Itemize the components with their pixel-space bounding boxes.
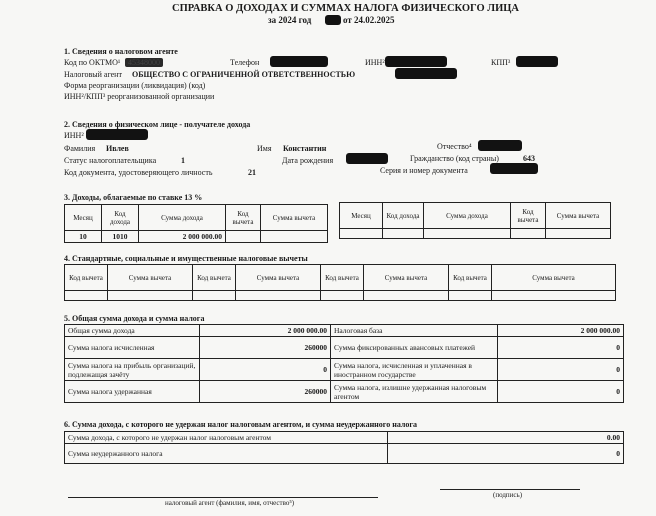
col-month: Месяц	[340, 203, 383, 229]
total-income-label: Общая сумма дохода	[65, 325, 200, 337]
total-income-value: 2 000 000.00	[200, 325, 331, 337]
tax-base-value: 2 000 000.00	[498, 325, 624, 337]
signature-line	[440, 489, 580, 490]
untaxed-income-value: 0.00	[388, 432, 624, 444]
col-deduction-sum: Сумма вычета	[492, 265, 616, 291]
reorg-form-label: Форма реорганизации (ликвидация) (код)	[64, 81, 206, 90]
deduction-code-cell	[226, 231, 261, 243]
section2-heading: 2. Сведения о физическом лице - получателе дохода	[64, 120, 251, 129]
patronymic-label: Отчество⁴	[437, 142, 472, 151]
oktmo-label: Код по ОКТМО¹	[64, 58, 121, 67]
surname-value: Ивлев	[106, 144, 129, 153]
person-inn-label: ИНН²	[64, 131, 84, 140]
col-deduction-code: Код вычета	[511, 203, 546, 229]
col-deduction-code: Код вычета	[65, 265, 108, 291]
empty-cell	[449, 291, 492, 301]
citizenship-value: 643	[523, 154, 535, 163]
col-income-sum: Сумма дохода	[139, 205, 226, 231]
oktmo-value: 45348000	[125, 58, 163, 67]
redaction-mark	[385, 56, 447, 67]
foreign-tax-label: Сумма налога, исчисленная и уплаченная в иностранном государстве	[331, 359, 498, 381]
redaction-mark	[516, 56, 558, 67]
tax-withheld-label: Сумма налога удержанная	[65, 381, 200, 403]
fixed-advance-label: Сумма фиксированных авансовых платежей	[331, 337, 498, 359]
status-value: 1	[181, 156, 185, 165]
redaction-mark	[478, 140, 522, 151]
redaction-mark	[86, 129, 148, 140]
section6-heading: 6. Сумма дохода, с которого не удержан налог налоговым агентом, и сумма неудержанного налога	[64, 420, 418, 429]
agent-phone-label: Телефон	[230, 58, 260, 67]
col-deduction-code: Код вычета	[321, 265, 364, 291]
agent-caption: налоговый агент (фамилия, имя, отчество⁵)	[165, 499, 295, 507]
agent-name: ОБЩЕСТВО С ОГРАНИЧЕННОЙ ОТВЕТСТВЕННОСТЬЮ	[132, 70, 356, 79]
redaction-mark	[346, 153, 388, 164]
excess-tax-value: 0	[498, 381, 624, 403]
section5-heading: 5. Общая сумма дохода и сумма налога	[64, 314, 205, 323]
empty-cell	[321, 291, 364, 301]
col-month: Месяц	[65, 205, 102, 231]
col-deduction-sum: Сумма вычета	[546, 203, 611, 229]
fixed-advance-value: 0	[498, 337, 624, 359]
agent-label: Налоговый агент	[64, 70, 122, 79]
col-deduction-code: Код вычета	[193, 265, 236, 291]
doc-code-label: Код документа, удостоверяющего личность	[64, 168, 213, 177]
tax-base-label: Налоговая база	[331, 325, 498, 337]
col-deduction-code: Код вычета	[449, 265, 492, 291]
col-deduction-code: Код вычета	[226, 205, 261, 231]
name-value: Константин	[283, 144, 327, 153]
doc-code-value: 21	[248, 168, 256, 177]
status-label: Статус налогоплательщика	[64, 156, 157, 165]
section1-heading: 1. Сведения о налоговом агенте	[64, 47, 178, 56]
profit-tax-value: 0	[200, 359, 331, 381]
col-deduction-sum: Сумма вычета	[261, 205, 328, 231]
surname-label: Фамилия	[64, 144, 96, 153]
deduction-sum-cell	[261, 231, 328, 243]
tax-calculated-label: Сумма налога исчисленная	[65, 337, 200, 359]
tax-withheld-value: 260000	[200, 381, 331, 403]
col-income-sum: Сумма дохода	[424, 203, 511, 229]
empty-cell	[492, 291, 616, 301]
empty-cell	[364, 291, 449, 301]
col-income-code: Код дохода	[102, 205, 139, 231]
document-date: от 24.02.2025	[343, 15, 395, 25]
col-deduction-sum: Сумма вычета	[108, 265, 193, 291]
agent-kpp-label: КПП³	[491, 58, 511, 67]
col-income-code: Код дохода	[383, 203, 424, 229]
document-title: СПРАВКА О ДОХОДАХ И СУММАХ НАЛОГА ФИЗИЧЕСКОГО ЛИЦА	[172, 3, 519, 14]
untaxed-table	[64, 431, 624, 464]
empty-cell	[193, 291, 236, 301]
empty-cell	[236, 291, 321, 301]
empty-cell	[546, 229, 611, 239]
income-code: 1010	[102, 231, 139, 243]
birth-date-label: Дата рождения	[282, 156, 334, 165]
income-table-left	[64, 204, 328, 243]
untaxed-income-label: Сумма дохода, с которого не удержан налог налоговым агентом	[65, 432, 388, 444]
agent-inn-label: ИНН²	[365, 58, 385, 67]
foreign-tax-value: 0	[498, 359, 624, 381]
col-deduction-sum: Сумма вычета	[364, 265, 449, 291]
document-period: за 2024 год	[268, 15, 312, 25]
income-month: 10	[65, 231, 102, 243]
redaction-mark	[270, 56, 328, 67]
redaction-mark	[325, 15, 341, 25]
doc-series-label: Серия и номер документа	[380, 166, 468, 175]
citizenship-label: Гражданство (код страны)	[410, 154, 499, 163]
totals-table	[64, 324, 624, 403]
empty-cell	[511, 229, 546, 239]
redaction-mark	[395, 68, 457, 79]
section3-heading: 3. Доходы, облагаемые по ставке 13 %	[64, 193, 203, 202]
untaxed-tax-value: 0	[388, 444, 624, 464]
redaction-mark	[490, 163, 538, 174]
agent-signature-line	[68, 497, 378, 498]
profit-tax-label: Сумма налога на прибыль организаций, подлежащая зачёту	[65, 359, 200, 381]
signature-caption: (подпись)	[493, 491, 523, 499]
name-label: Имя	[257, 144, 272, 153]
empty-cell	[340, 229, 383, 239]
tax-calculated-value: 260000	[200, 337, 331, 359]
empty-cell	[424, 229, 511, 239]
empty-cell	[65, 291, 108, 301]
income-table-right	[339, 202, 611, 239]
col-deduction-sum: Сумма вычета	[236, 265, 321, 291]
empty-cell	[108, 291, 193, 301]
reorg-inn-label: ИНН²/КПП³ реорганизованной организации	[64, 92, 215, 101]
untaxed-tax-label: Сумма неудержанного налога	[65, 444, 388, 464]
excess-tax-label: Сумма налога, излишне удержанная налоговым агентом	[331, 381, 498, 403]
empty-cell	[383, 229, 424, 239]
deductions-table	[64, 264, 616, 301]
income-amount: 2 000 000.00	[139, 231, 226, 243]
section4-heading: 4. Стандартные, социальные и имущественные налоговые вычеты	[64, 254, 308, 263]
